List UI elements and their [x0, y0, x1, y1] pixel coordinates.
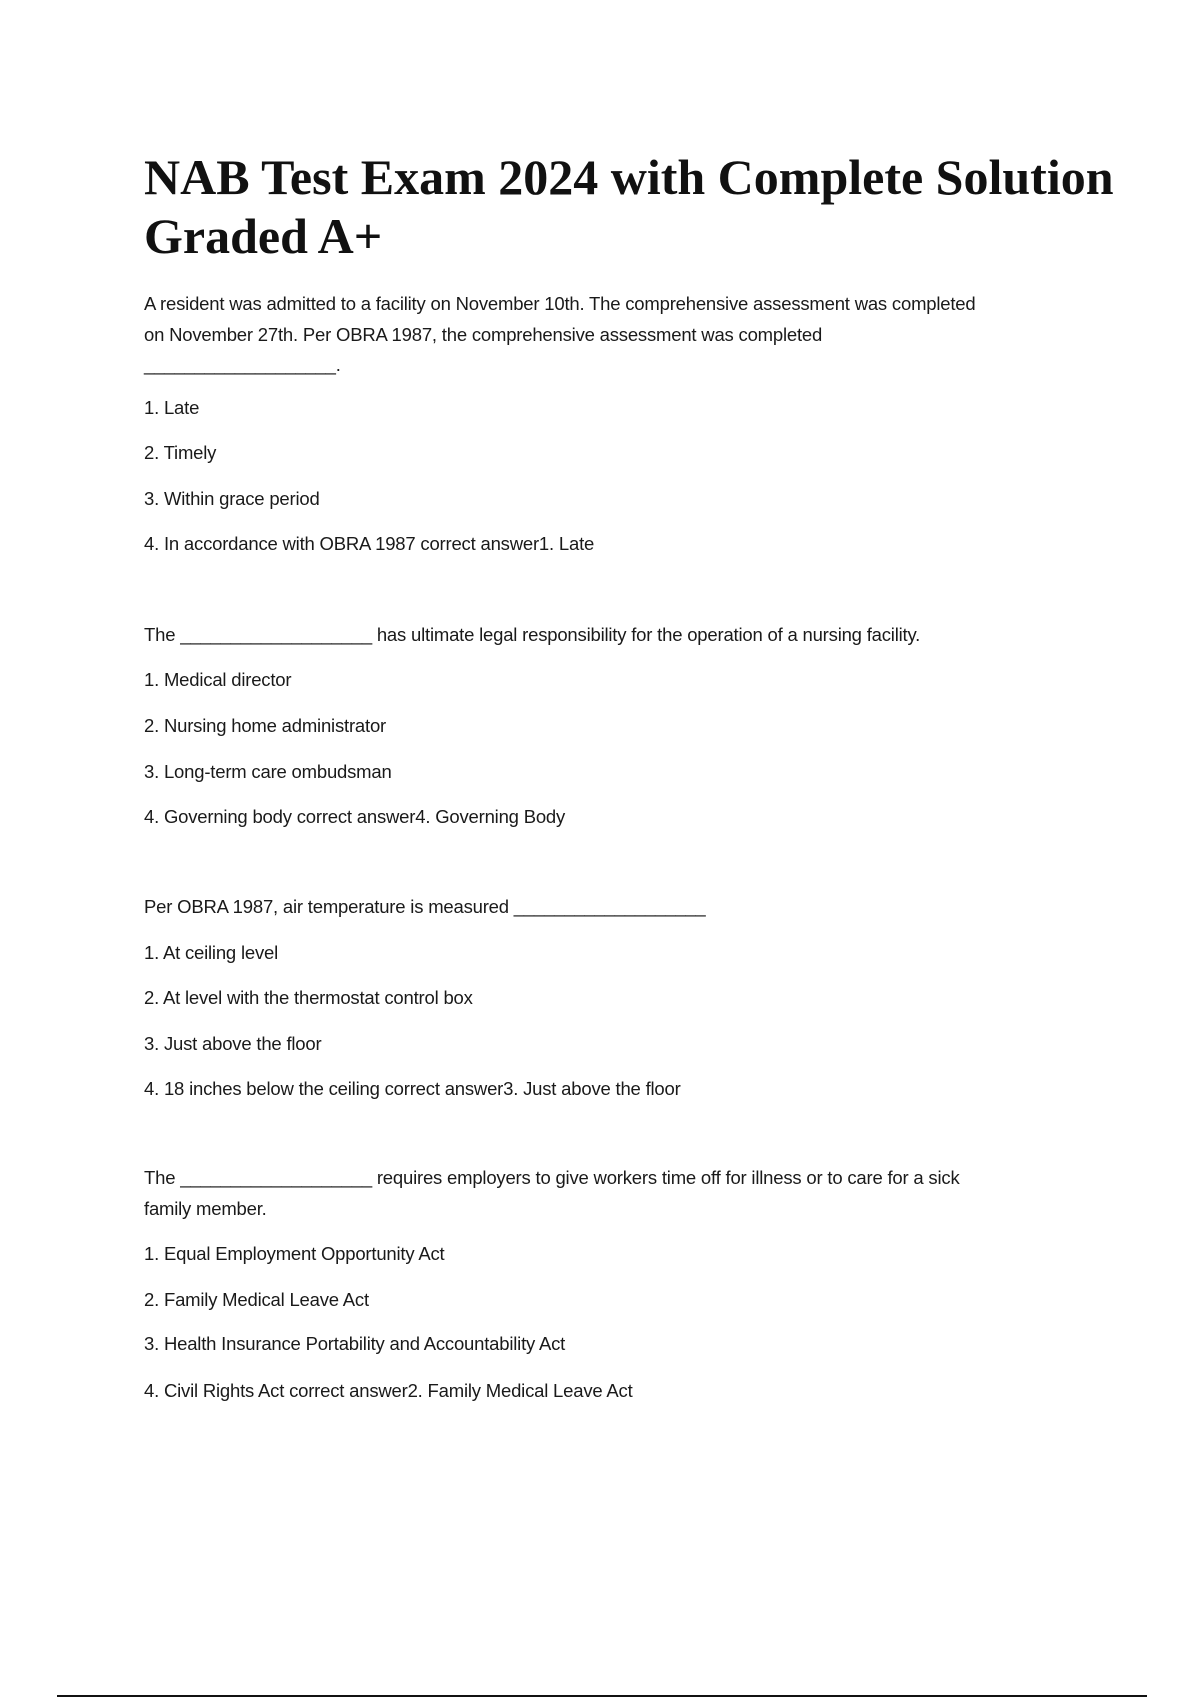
question-1-blank: ___________________.: [144, 354, 341, 375]
question-1-prompt: on November 27th. Per OBRA 1987, the comprehensive assessment was completed: [144, 324, 823, 345]
question-3-option: 2. At level with the thermostat control box: [144, 987, 473, 1008]
question-1-prompt: A resident was admitted to a facility on November 10th. The comprehensive assessment was completed: [144, 293, 976, 314]
question-1-option: 1. Late: [144, 397, 200, 418]
question-4-option-with-answer: 4. Civil Rights Act correct answer2. Family Medical Leave Act: [144, 1380, 633, 1401]
document-title-line-1: NAB Test Exam 2024 with Complete Solution: [144, 149, 1114, 205]
document-title-line-2: Graded A+: [144, 208, 383, 264]
question-4-option: 1. Equal Employment Opportunity Act: [144, 1243, 445, 1264]
question-4-prompt: family member.: [144, 1198, 267, 1219]
question-1-option: 3. Within grace period: [144, 488, 320, 509]
question-3-prompt: Per OBRA 1987, air temperature is measured ___________________: [144, 896, 706, 917]
page-footer-divider: [57, 1695, 1147, 1697]
question-2-option: 3. Long-term care ombudsman: [144, 761, 392, 782]
question-3-option-with-answer: 4. 18 inches below the ceiling correct answer3. Just above the floor: [144, 1078, 681, 1099]
question-3-option: 3. Just above the floor: [144, 1033, 322, 1054]
question-2-prompt: The ___________________ has ultimate legal responsibility for the operation of a nursing facility.: [144, 624, 921, 645]
question-2-option: 2. Nursing home administrator: [144, 715, 386, 736]
question-4-prompt: The ___________________ requires employers to give workers time off for illness or to care for a sick: [144, 1167, 960, 1188]
question-3-option: 1. At ceiling level: [144, 942, 279, 963]
question-2-option: 1. Medical director: [144, 669, 292, 690]
question-4-option: 3. Health Insurance Portability and Accountability Act: [144, 1333, 566, 1354]
question-4-option: 2. Family Medical Leave Act: [144, 1289, 369, 1310]
question-1-option: 2. Timely: [144, 442, 217, 463]
question-1-option-with-answer: 4. In accordance with OBRA 1987 correct answer1. Late: [144, 533, 595, 554]
question-2-option-with-answer: 4. Governing body correct answer4. Governing Body: [144, 806, 566, 827]
